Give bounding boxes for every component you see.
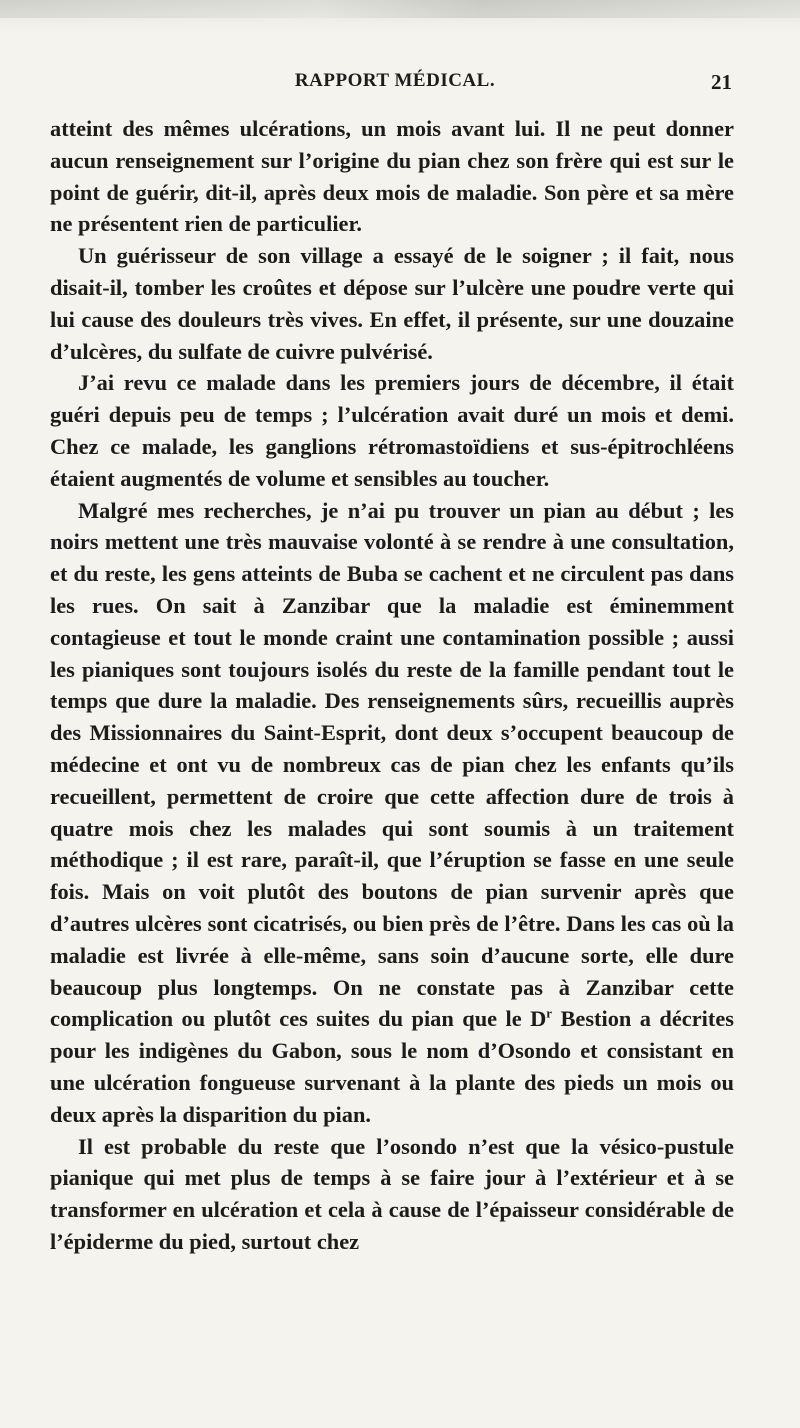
paragraph: Il est probable du reste que l’osondo n’est que la vésico-pustule pianique qui met plus de temps à se faire jour à l’extérieur et à se transformer en ulcération et cela à cause de l’épaisseur considérable de l’épiderme du pied, surtout chez bbox=[50, 1133, 734, 1254]
body-text bbox=[50, 113, 734, 1258]
paragraph: J’ai revu ce malade dans les premiers jours de décembre, il était guéri depuis peu de temps ; l’ulcération avait duré un mois et demi. Chez ce malade, les ganglions rétromastoïdiens et sus-épitrochléens étaient augmentés de volume et sensibles au toucher. bbox=[50, 370, 734, 491]
paragraph bbox=[50, 495, 734, 1131]
page-number: 21 bbox=[711, 70, 732, 94]
page-header bbox=[50, 70, 740, 100]
paragraph-text: Bestion a décrites pour les indigènes du Gabon, sous le nom d’Osondo et consistant en une ulcération fongueuse survenant à la plante des pieds un mois ou deux après la disparition du pian. bbox=[50, 1006, 734, 1127]
scan-edge bbox=[0, 0, 800, 18]
paragraph: Un guérisseur de son village a essayé de le soigner ; il fait, nous disait-il, tomber les croûtes et dépose sur l’ulcère une poudre verte qui lui cause des douleurs très vives. En effet, il présente, sur une douzaine d’ulcères, du sulfate de cuivre pulvérisé. bbox=[50, 243, 734, 364]
paragraph-text: Malgré mes recherches, je n’ai pu trouver un pian au début ; les noirs mettent une très mauvaise volonté à se rendre à une consultation, et du reste, les gens atteints de Buba se cachent et ne circulent pas dans les rues. On sait à Zanzibar que la maladie est éminemment contagieuse et tout le monde craint une contamination possible ; aussi les pianiques sont toujours isolés du reste de la famille pendant tout le temps que dure la maladie. Des renseignements sûrs, recueillis auprès des Missionnaires du Saint-Esprit, dont deux s’occupent beaucoup de médecine et ont vu de nombreux cas de pian chez les enfants qu’ils recueillent, permettent de croire que cette affection dure de trois à quatre mois chez les malades qui sont soumis à un traitement méthodique ; il est rare, paraît-il, que l’éruption se fasse en une seule fois. Mais on voit plutôt des boutons de pian survenir après que d’autres ulcères sont cicatrisés, ou bien près de l’être. Dans les cas où la maladie est livrée à elle-même, sans soin d’aucune sorte, elle dure beaucoup plus longtemps. On ne constate pas à Zanzibar cette complication ou plutôt ces suites du pian que le D bbox=[50, 497, 734, 1032]
paragraph: atteint des mêmes ulcérations, un mois avant lui. Il ne peut donner aucun renseignement sur l’origine du pian chez son frère qui est sur le point de guérir, dit-il, après deux mois de maladie. Son père et sa mère ne présentent rien de particulier. bbox=[50, 116, 734, 237]
running-title: RAPPORT MÉDICAL. bbox=[294, 70, 496, 91]
superscript: r bbox=[546, 1005, 553, 1021]
